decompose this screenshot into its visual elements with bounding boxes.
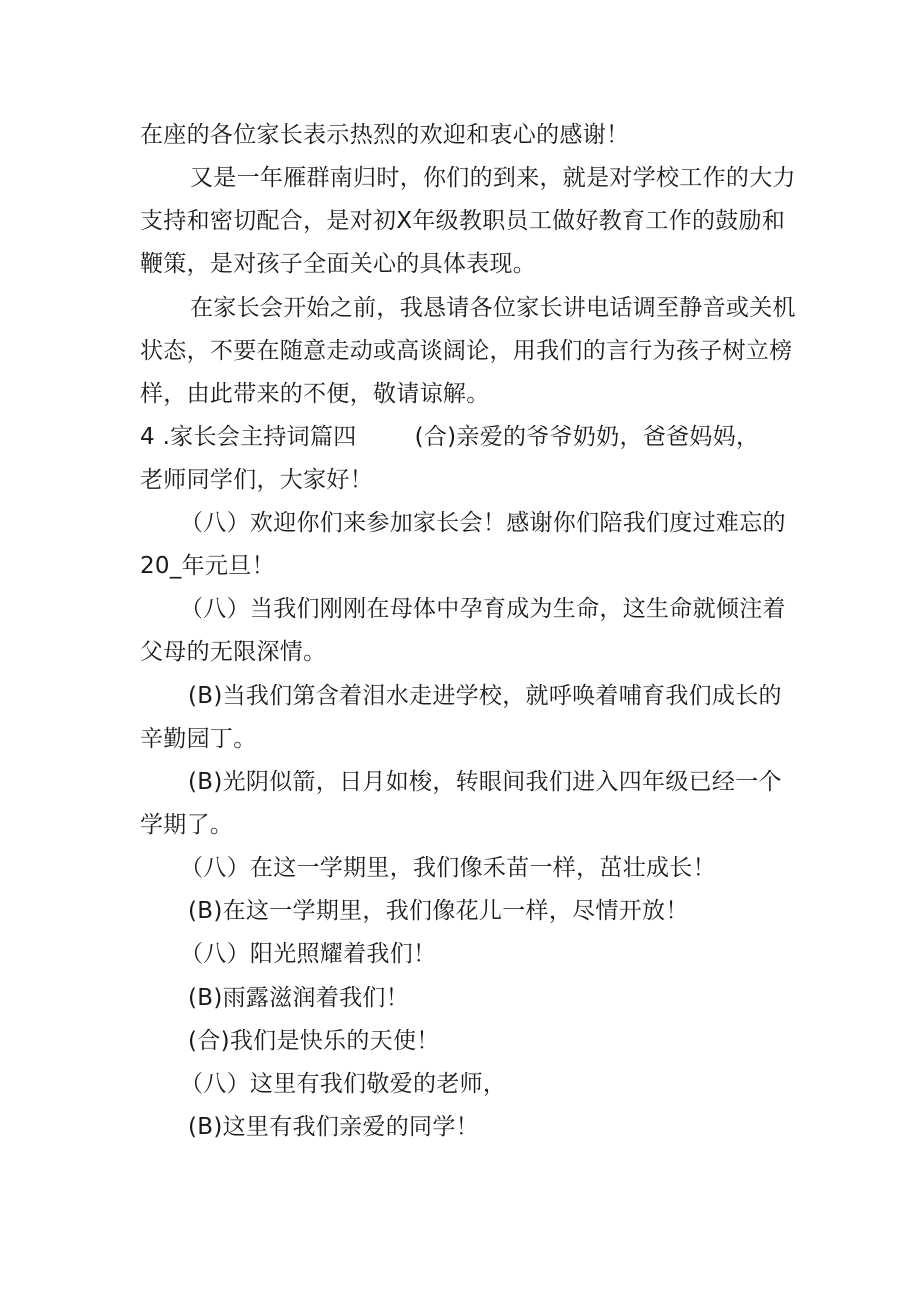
text-line: 鞭策，是对孩子全面关心的具体表现。 bbox=[140, 251, 537, 277]
dialog-line: (B)当我们第含着泪水走进学校，就呼唤着哺育我们成长的 bbox=[188, 683, 782, 709]
text-line: 支持和密切配合，是对初X年级教职员工做好教育工作的鼓励和 bbox=[140, 208, 786, 234]
text-line: 在座的各位家长表示热烈的欢迎和衷心的感谢！ bbox=[140, 122, 630, 148]
dialog-line: （八）这里有我们敬爱的老师， bbox=[180, 1071, 507, 1097]
dialog-line: (B)在这一学期里，我们像花儿一样，尽情开放！ bbox=[188, 898, 689, 924]
dialog-line: 父母的无限深情。 bbox=[140, 639, 327, 665]
dialog-line: 辛勤园丁。 bbox=[140, 726, 257, 752]
section-title: .家长会主持词篇四 bbox=[162, 424, 357, 450]
dialog-line: (B)这里有我们亲爱的同学！ bbox=[188, 1114, 479, 1140]
dialog-line: 学期了。 bbox=[140, 812, 234, 838]
dialog-line: （八）阳光照耀着我们！ bbox=[180, 941, 437, 967]
dialog-line: 20_年元旦！ bbox=[140, 553, 275, 579]
dialog-line: （八）在这一学期里，我们像禾苗一样，茁壮成长！ bbox=[180, 855, 716, 881]
text-line: 在家长会开始之前，我恳请各位家长讲电话调至静音或关机 bbox=[190, 295, 796, 321]
dialog-line: （八）当我们刚刚在母体中孕育成为生命，这生命就倾注着 bbox=[180, 596, 786, 622]
dialog-line: 老师同学们，大家好！ bbox=[140, 467, 373, 493]
section-heading-line bbox=[140, 422, 759, 452]
text-line: 状态，不要在随意走动或高谈阔论，用我们的言行为孩子树立榜 bbox=[140, 338, 793, 364]
section-first-dialog: (合)亲爱的爷爷奶奶，爸爸妈妈， bbox=[414, 424, 760, 450]
text-line: 样，由此带来的不便，敬请谅解。 bbox=[140, 381, 490, 407]
dialog-line: (B)光阴似箭，日月如梭，转眼间我们进入四年级已经一个 bbox=[188, 769, 782, 795]
dialog-line: (B)雨露滋润着我们！ bbox=[188, 985, 410, 1011]
dialog-line: (合)我们是快乐的天使！ bbox=[188, 1028, 440, 1054]
text-line: 又是一年雁群南归时，你们的到来，就是对学校工作的大力 bbox=[190, 165, 796, 191]
dialog-line: （八）欢迎你们来参加家长会！感谢你们陪我们度过难忘的 bbox=[180, 510, 786, 536]
section-number: 4 bbox=[140, 424, 155, 450]
